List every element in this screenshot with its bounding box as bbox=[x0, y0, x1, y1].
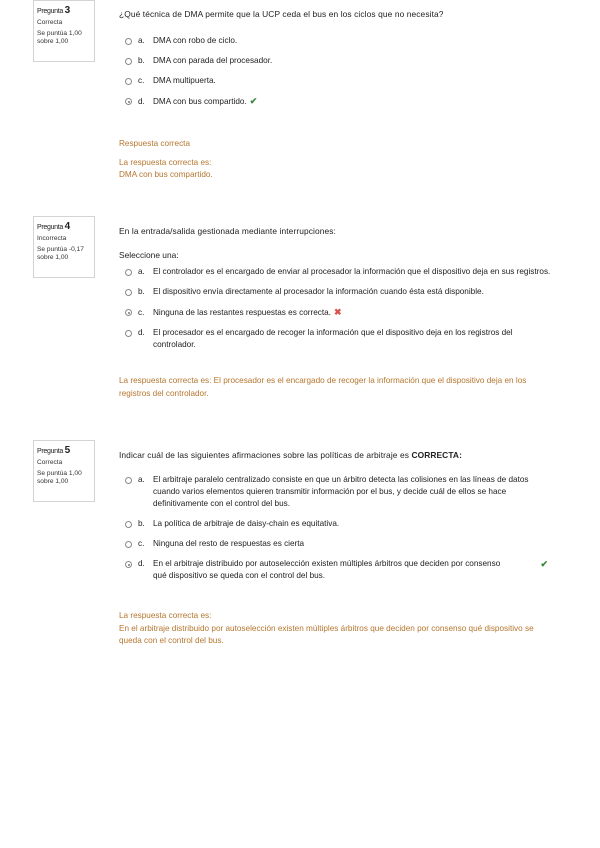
answer-list bbox=[119, 266, 564, 351]
option-text: El controlador es el encargado de enviar al procesador la información que el dispositivo deja en sus registros. bbox=[153, 267, 551, 276]
check-icon: ✔ bbox=[540, 559, 548, 569]
option-letter: c. bbox=[138, 539, 145, 548]
question-text: ¿Qué técnica de DMA permite que la UCP ceda el bus en los ciclos que no necesita? bbox=[119, 9, 444, 19]
question-state: Correcta bbox=[37, 459, 63, 466]
option-letter: a. bbox=[138, 475, 145, 484]
option-letter: d. bbox=[138, 97, 145, 106]
answer-option-d[interactable] bbox=[119, 327, 564, 351]
option-text: En el arbitraje distribuido por autoselección existen múltiples árbitros que deciden por consenso qué dispositivo se queda con el control del bus. bbox=[153, 559, 501, 580]
radio-button-selected[interactable] bbox=[125, 98, 132, 105]
feedback-label: La respuesta correcta es: bbox=[119, 611, 212, 620]
feedback-text: La respuesta correcta es: El procesador es el encargado de recoger la información que el dispositivo deja en los registros del controlador. bbox=[119, 376, 527, 398]
feedback bbox=[119, 375, 564, 400]
question-info-box bbox=[33, 216, 95, 278]
question-content bbox=[119, 9, 559, 182]
radio-button[interactable] bbox=[125, 38, 132, 45]
answer-option-b[interactable] bbox=[119, 286, 564, 298]
feedback-answer: DMA con bus compartido. bbox=[119, 170, 213, 179]
answer-option-c[interactable] bbox=[119, 306, 564, 319]
answer-option-a[interactable] bbox=[119, 35, 559, 47]
option-letter: a. bbox=[138, 36, 145, 45]
option-text: DMA con bus compartido. bbox=[153, 97, 247, 106]
option-text: La política de arbitraje de daisy-chain es equitativa. bbox=[153, 519, 340, 528]
answer-list bbox=[119, 35, 559, 108]
answer-option-d[interactable] bbox=[119, 95, 559, 108]
answer-option-c[interactable] bbox=[119, 75, 559, 87]
question-text-bold: CORRECTA: bbox=[411, 450, 462, 460]
question-grade: Se puntúa 1,00 sobre 1,00 bbox=[37, 30, 82, 45]
option-text: Ninguna del resto de respuestas es cierta bbox=[153, 539, 305, 548]
option-letter: b. bbox=[138, 287, 145, 296]
radio-button[interactable] bbox=[125, 477, 132, 484]
option-letter: d. bbox=[138, 328, 145, 337]
option-letter: c. bbox=[138, 308, 145, 317]
answer-option-a[interactable] bbox=[119, 266, 564, 278]
question-grade: Se puntúa 1,00 sobre 1,00 bbox=[37, 470, 82, 485]
radio-button-selected[interactable] bbox=[125, 561, 132, 568]
question-info-box bbox=[33, 0, 95, 62]
radio-button[interactable] bbox=[125, 58, 132, 65]
answer-option-b[interactable] bbox=[119, 55, 559, 67]
option-text: DMA multipuerta. bbox=[153, 76, 216, 85]
feedback-title: Respuesta correcta bbox=[119, 139, 190, 148]
radio-button[interactable] bbox=[125, 541, 132, 548]
option-letter: c. bbox=[138, 76, 145, 85]
check-icon: ✔ bbox=[249, 96, 258, 106]
question-number: Pregunta 4 bbox=[37, 221, 71, 232]
option-text: El dispositivo envía directamente al procesador la información cuando ésta está disponible. bbox=[153, 287, 484, 296]
select-prompt: Seleccione una: bbox=[119, 250, 179, 260]
question-grade: Se puntúa -0,17 sobre 1,00 bbox=[37, 246, 84, 261]
question-number: Pregunta 3 bbox=[37, 5, 71, 16]
feedback bbox=[119, 610, 554, 648]
option-letter: b. bbox=[138, 519, 145, 528]
radio-button-selected[interactable] bbox=[125, 309, 132, 316]
option-letter: b. bbox=[138, 56, 145, 65]
radio-button[interactable] bbox=[125, 269, 132, 276]
question-text: En la entrada/salida gestionada mediante interrupciones: bbox=[119, 226, 336, 236]
option-text: DMA con robo de ciclo. bbox=[153, 36, 238, 45]
radio-button[interactable] bbox=[125, 78, 132, 85]
question-state: Correcta bbox=[37, 19, 63, 26]
answer-option-c[interactable] bbox=[119, 538, 554, 550]
option-text: El procesador es el encargado de recoger la información que el dispositivo deja en los registros del controlador. bbox=[153, 328, 513, 349]
option-text: DMA con parada del procesador. bbox=[153, 56, 273, 65]
option-text: Ninguna de las restantes respuestas es correcta. bbox=[153, 308, 331, 317]
question-state: Incorrecta bbox=[37, 235, 67, 242]
answer-option-b[interactable] bbox=[119, 518, 554, 530]
feedback-label: La respuesta correcta es: bbox=[119, 157, 212, 167]
answer-list bbox=[119, 474, 554, 582]
feedback-answer: En el arbitraje distribuido por autoselección existen múltiples árbitros que deciden por consenso qué dispositivo se queda con el control del bus. bbox=[119, 623, 534, 645]
radio-button[interactable] bbox=[125, 289, 132, 296]
radio-button[interactable] bbox=[125, 330, 132, 337]
radio-button[interactable] bbox=[125, 521, 132, 528]
question-content bbox=[119, 450, 554, 648]
cross-icon: ✖ bbox=[333, 307, 342, 317]
answer-option-a[interactable] bbox=[119, 474, 554, 510]
option-letter: d. bbox=[138, 559, 145, 568]
option-text: El arbitraje paralelo centralizado consiste en que un árbitro detecta las colisiones en las líneas de datos cuando varios elementos quieren transmitir información por el bus, y decide cuál de ellos se hace definitivamente con el control del bus. bbox=[153, 475, 529, 508]
question-content bbox=[119, 226, 564, 400]
feedback bbox=[119, 138, 559, 182]
question-number: Pregunta 5 bbox=[37, 445, 71, 456]
question-text: Indicar cuál de las siguientes afirmaciones sobre las políticas de arbitraje es CORRECTA: bbox=[119, 450, 462, 460]
question-info-box bbox=[33, 440, 95, 502]
option-letter: a. bbox=[138, 267, 145, 276]
answer-option-d[interactable] bbox=[119, 558, 554, 582]
